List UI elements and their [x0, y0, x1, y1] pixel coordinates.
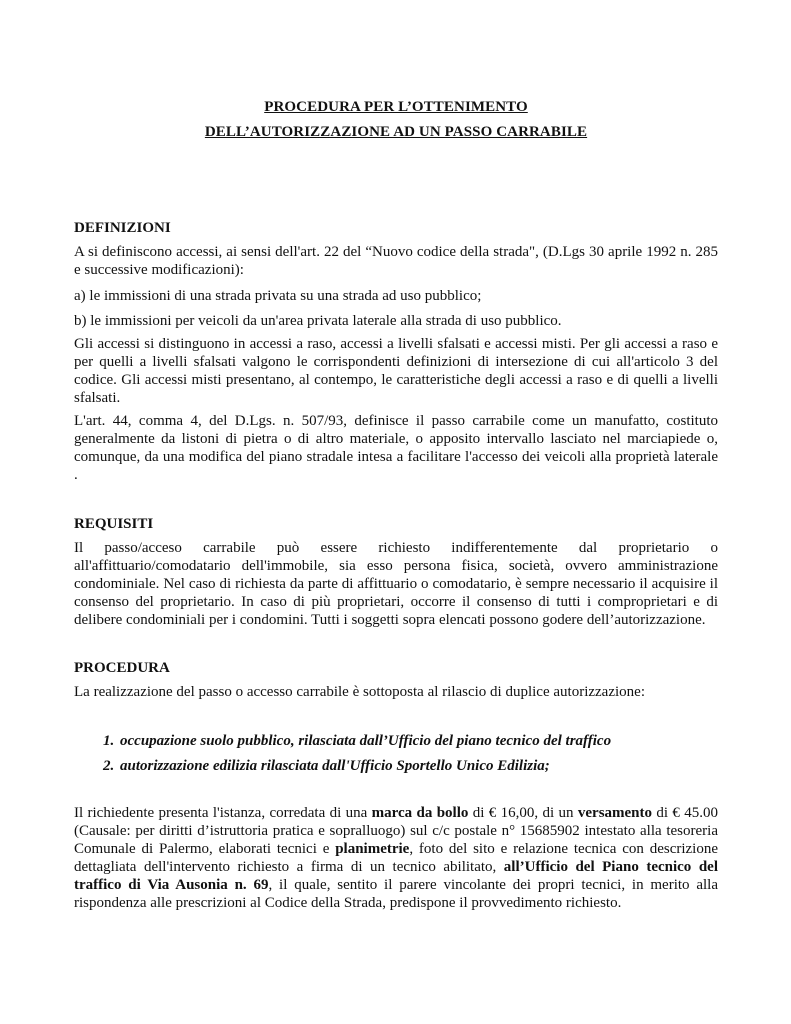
final-text-4: , foto del sito e relazione tecnica con descrizione dettagliata dell'intervento richiesto a firma di un tecnico abilitato,: [74, 841, 718, 875]
definizioni-paragraph-art44: L'art. 44, comma 4, del D.Lgs. n. 507/93, definisce il passo carrabile come un manufatto, costituto generalmente da listoni di pietra o di altro materiale, o apposito intervallo lasciato nel marciapiede o, comunque, da una modifica del piano stradale intesa a facilitare l'accesso dei veicoli alla proprietà laterale .: [74, 413, 718, 483]
definizioni-item-b: b) le immissioni per veicoli da un'area privata laterale alla strada di uso pubblico.: [74, 313, 562, 329]
definizioni-paragraph-accessi: Gli accessi si distinguono in accessi a raso, accessi a livelli sfalsati e accessi misti. Per gli accessi a raso e per quelli a livelli sfalsati valgono le corrispondenti definizioni di intersezione di cui all'articolo 3 del codice. Gli accessi misti presentano, al contempo, le caratteristiche degli accessi a raso e di quelli a livelli sfalsati.: [74, 336, 718, 406]
authorization-item-1: 1. occupazione suolo pubblico, rilasciata dall’Ufficio del piano tecnico del traffico: [118, 732, 718, 757]
definizioni-paragraph-1: A si definiscono accessi, ai sensi dell'art. 22 del “Nuovo codice della strada", (D.Lgs 30 aprile 1992 n. 285 e successive modificazioni):: [74, 244, 718, 278]
procedura-final-paragraph: [74, 804, 718, 912]
title-line-2: DELL’AUTORIZZAZIONE AD UN PASSO CARRABILE: [204, 124, 588, 140]
final-bold-marca-da-bollo: marca da bollo: [371, 805, 469, 821]
final-bold-versamento: versamento: [577, 805, 653, 821]
final-bold-ufficio: all’Ufficio del Piano tecnico del traffico di Via Ausonia n. 69: [74, 859, 718, 893]
definizioni-item-a: a) le immissioni di una strada privata su una strada ad uso pubblico;: [74, 288, 482, 304]
heading-requisiti: REQUISITI: [74, 516, 154, 532]
final-text-5: , il quale, sentito il parere vincolante dei propri tecnici, in merito alla rispondenza alle prescrizioni al Codice della Strada, predispone il provvedimento richiesto.: [74, 877, 718, 911]
requisiti-paragraph: Il passo/acceso carrabile può essere richiesto indifferentemente dal proprietario o all'affittuario/comodatario dell'immobile, sia esso persona fisica, società, ovvero amministrazione condominiale. Nel caso di richiesta da parte di affittuario o comodatario, è sempre necessario il acquisire il consenso del proprietario. In caso di più proprietari, occorre il consenso di tutti i comproprietari e di delibere condominiali per i condomini. Tutti i soggetti sopra elencati possono godere dell’autorizzazione.: [74, 540, 718, 628]
heading-definizioni: DEFINIZIONI: [74, 220, 171, 236]
authorization-list: [74, 732, 718, 782]
final-text-2: di € 16,00, di un: [468, 805, 578, 821]
title-line-1: PROCEDURA PER L’OTTENIMENTO: [264, 99, 528, 115]
authorization-item-2: 2. autorizzazione edilizia rilasciata dall'Ufficio Sportello Unico Edilizia;: [118, 757, 718, 782]
final-text-1: Il richiedente presenta l'istanza, corredata di una: [74, 805, 372, 821]
final-bold-planimetrie: planimetrie: [335, 841, 410, 857]
heading-procedura: PROCEDURA: [74, 660, 170, 676]
final-text-3: di € 45.00 (Causale: per diritti d’istruttoria pratica e sopralluogo) sul c/c postale n° 15685902 intestato alla tesoreria Comunale di Palermo, elaborati tecnici e: [74, 805, 719, 857]
procedura-intro: La realizzazione del passo o accesso carrabile è sottoposta al rilascio di duplice autorizzazione:: [74, 684, 645, 700]
